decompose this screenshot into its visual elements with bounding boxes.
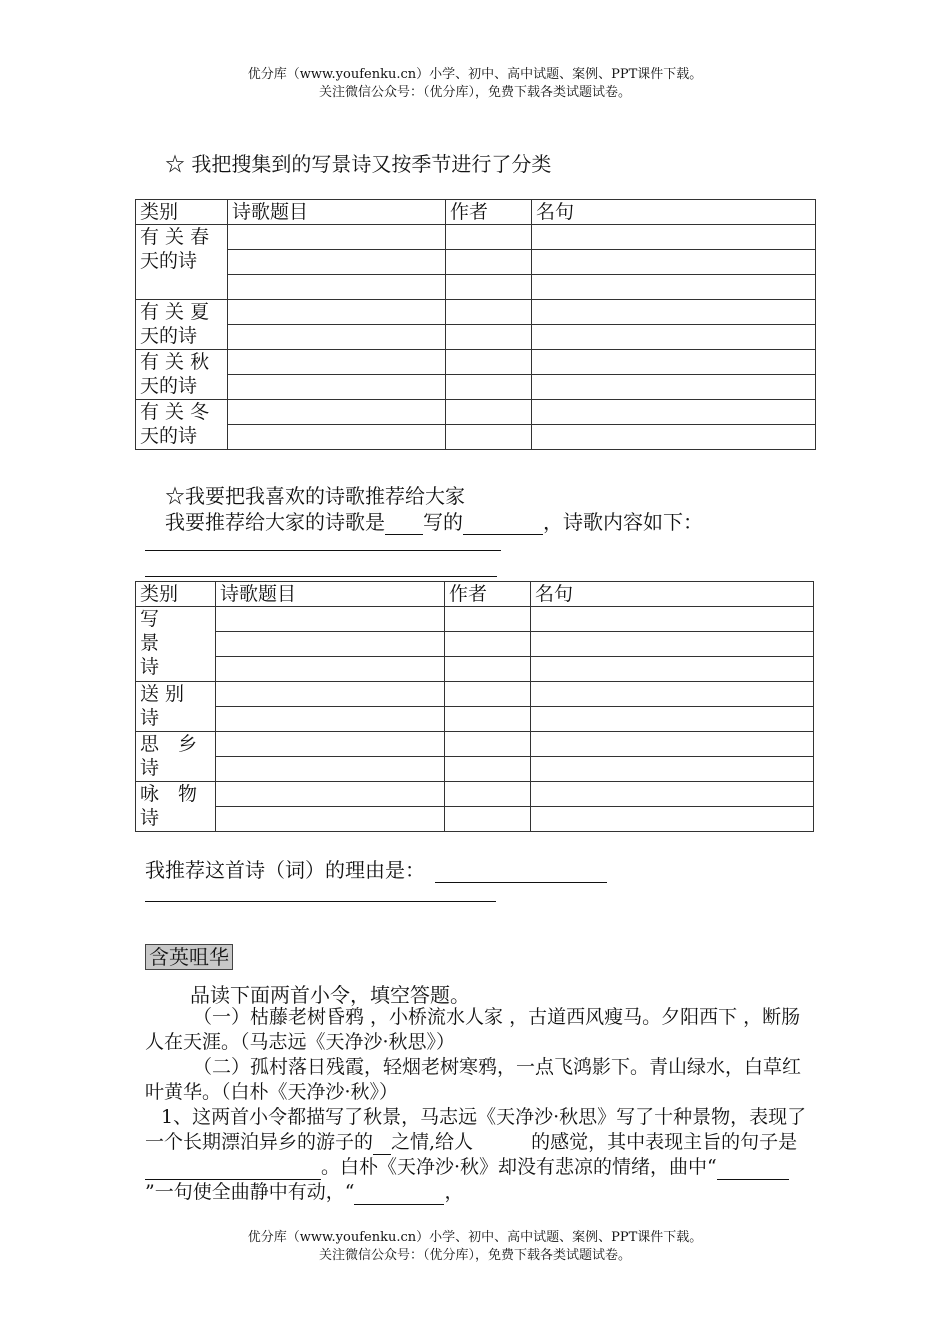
blank-cell[interactable] (228, 250, 446, 275)
category-summer: 有 关 夏 天的诗 (136, 300, 228, 350)
blank-cell[interactable] (445, 807, 531, 832)
blank-cell[interactable] (531, 657, 814, 682)
header-famous-line: 名句 (532, 200, 816, 225)
category-autumn: 有 关 秋 天的诗 (136, 350, 228, 400)
header-line-1: 优分库（www.youfenku.cn）小学、初中、高中试题、案例、PPT课件下载。 (247, 67, 703, 82)
blank-cell[interactable] (531, 632, 814, 657)
blank-cell[interactable] (216, 657, 445, 682)
q1-text-a: 1、这两首小令都描写了秋景，马志远《天净沙·秋思》写了十种景物，表现了一个长期漂泊异乡的游子的 (145, 1106, 807, 1153)
q1-text-f: ， (444, 1181, 464, 1203)
answer-line[interactable] (145, 576, 497, 577)
category-landscape (136, 607, 216, 682)
blank-cell[interactable] (446, 300, 532, 325)
blank-cell[interactable] (532, 300, 816, 325)
season-poem-table (135, 199, 816, 450)
table-row (136, 250, 816, 275)
blank-cell[interactable] (445, 657, 531, 682)
blank-cell[interactable] (531, 732, 814, 757)
category-landscape-label: 写 景 诗 (140, 608, 160, 678)
blank-cell[interactable] (531, 682, 814, 707)
blank-cell[interactable] (446, 250, 532, 275)
answer-line[interactable] (145, 901, 496, 902)
header-category: 类别 (136, 200, 228, 225)
blank-cell[interactable] (532, 225, 816, 250)
blank-cell[interactable] (216, 732, 445, 757)
fill-blank-dynamic-line[interactable] (717, 1159, 789, 1180)
fill-blank-theme-sentence[interactable] (145, 1159, 321, 1180)
table-row (136, 657, 814, 682)
blank-cell[interactable] (532, 275, 816, 300)
fill-blank-next-line[interactable] (354, 1184, 444, 1205)
blank-cell[interactable] (446, 325, 532, 350)
q1-text-c: 的感觉，其中表现主旨的句子是 (531, 1131, 798, 1153)
blank-cell[interactable] (446, 425, 532, 450)
footer-line-2: 关注微信公众号：（优分库），免费下载各类试题试卷。 (318, 1248, 631, 1263)
fill-blank-emotion[interactable] (373, 1134, 391, 1155)
blank-cell[interactable] (216, 632, 445, 657)
blank-cell[interactable] (531, 707, 814, 732)
header-category: 类别 (136, 582, 216, 607)
recommend-text-1: 我要推荐给大家的诗歌是 (165, 510, 385, 534)
blank-cell[interactable] (446, 225, 532, 250)
header-author: 作者 (446, 200, 532, 225)
blank-cell[interactable] (216, 757, 445, 782)
category-winter: 有 关 冬 天的诗 (136, 400, 228, 450)
blank-cell[interactable] (445, 632, 531, 657)
category-farewell (136, 682, 216, 732)
q1-text-e: ”一句使全曲静中有动，“ (145, 1181, 355, 1203)
blank-cell[interactable] (228, 425, 446, 450)
q1-text-d: 。白朴《天净沙·秋》却没有悲凉的情绪，曲中“ (321, 1156, 717, 1178)
blank-cell[interactable] (216, 707, 445, 732)
poem-2: （二）孤村落日残霞，轻烟老树寒鸦，一点飞鸿影下。青山绿水，白草红叶黄华。（白朴《天净沙·秋》） (145, 1056, 802, 1103)
table-row (136, 732, 814, 757)
blank-cell[interactable] (446, 275, 532, 300)
table-row (136, 607, 814, 632)
table-header-row (136, 582, 814, 607)
table-row (136, 325, 816, 350)
table-row (136, 682, 814, 707)
blank-cell[interactable] (532, 425, 816, 450)
blank-cell[interactable] (532, 325, 816, 350)
blank-cell[interactable] (228, 375, 446, 400)
question-1 (145, 1105, 813, 1205)
blank-cell[interactable] (532, 375, 816, 400)
fill-blank-reason[interactable] (435, 862, 607, 883)
poem-type-table (135, 581, 814, 832)
blank-cell[interactable] (532, 400, 816, 425)
table-row (136, 225, 816, 250)
category-object-label: 咏 物 诗 (140, 783, 198, 829)
blank-cell[interactable] (228, 350, 446, 375)
header-famous-line: 名句 (531, 582, 814, 607)
blank-cell[interactable] (228, 325, 446, 350)
recommend-text-2: 写的 (423, 510, 463, 534)
blank-cell[interactable] (445, 782, 531, 807)
fill-blank-poet-era[interactable] (385, 514, 423, 535)
blank-cell[interactable] (445, 607, 531, 632)
blank-cell[interactable] (531, 807, 814, 832)
blank-cell[interactable] (228, 400, 446, 425)
blank-cell[interactable] (445, 757, 531, 782)
recommend-text-3: ，诗歌内容如下： (543, 510, 703, 534)
section3-badge: 含英咀华 (145, 944, 233, 970)
answer-line[interactable] (145, 550, 501, 551)
blank-cell[interactable] (446, 375, 532, 400)
blank-cell[interactable] (532, 350, 816, 375)
blank-cell[interactable] (531, 782, 814, 807)
table-row (136, 807, 814, 832)
footer-line-1: 优分库（www.youfenku.cn）小学、初中、高中试题、案例、PPT课件下载。 (247, 1230, 703, 1245)
section1-title: ☆ 我把搜集到的写景诗又按季节进行了分类 (165, 152, 552, 176)
section3-badge-wrap (145, 941, 233, 970)
fill-blank-author[interactable] (463, 514, 543, 535)
table-row (136, 300, 816, 325)
section2-title: ☆我要把我喜欢的诗歌推荐给大家 (165, 484, 465, 508)
section3-intro: 品读下面两首小令，填空答题。 (190, 983, 470, 1007)
table-row (136, 375, 816, 400)
header-title: 诗歌题目 (216, 582, 445, 607)
table-header-row (136, 200, 816, 225)
blank-cell[interactable] (445, 682, 531, 707)
blank-cell[interactable] (216, 782, 445, 807)
blank-cell[interactable] (445, 707, 531, 732)
blank-cell[interactable] (216, 682, 445, 707)
table-row (136, 400, 816, 425)
category-farewell-label: 送 别诗 (140, 683, 185, 729)
table-row (136, 632, 814, 657)
poem-1: （一）枯藤老树昏鸦 ，小桥流水人家 ，古道西风瘦马。夕阳西下 ，断肠人在天涯。（马志远《天净沙·秋思》） (145, 1006, 801, 1053)
table-row (136, 425, 816, 450)
table-row (136, 782, 814, 807)
table-row (136, 275, 816, 300)
category-homesick-label: 思 乡 诗 (140, 733, 198, 779)
blank-cell[interactable] (216, 807, 445, 832)
table-row (136, 350, 816, 375)
header-title: 诗歌题目 (228, 200, 446, 225)
blank-cell[interactable] (446, 350, 532, 375)
blank-cell[interactable] (228, 225, 446, 250)
blank-cell[interactable] (228, 275, 446, 300)
reason-line (145, 854, 607, 883)
category-homesick (136, 732, 216, 782)
blank-cell[interactable] (445, 732, 531, 757)
recommend-line (165, 506, 703, 535)
category-spring: 有 关 春 天的诗 (136, 225, 228, 300)
blank-cell[interactable] (532, 250, 816, 275)
blank-cell[interactable] (216, 607, 445, 632)
blank-cell[interactable] (531, 607, 814, 632)
reason-label: 我推荐这首诗（词）的理由是： (145, 858, 425, 882)
header-line-2: 关注微信公众号：（优分库），免费下载各类试题试卷。 (318, 85, 631, 100)
blank-cell[interactable] (228, 300, 446, 325)
blank-cell[interactable] (531, 757, 814, 782)
category-object (136, 782, 216, 832)
header-author: 作者 (445, 582, 531, 607)
blank-cell[interactable] (446, 400, 532, 425)
q1-text-b: 之情,给人 (391, 1131, 474, 1153)
table-row (136, 707, 814, 732)
table-row (136, 757, 814, 782)
